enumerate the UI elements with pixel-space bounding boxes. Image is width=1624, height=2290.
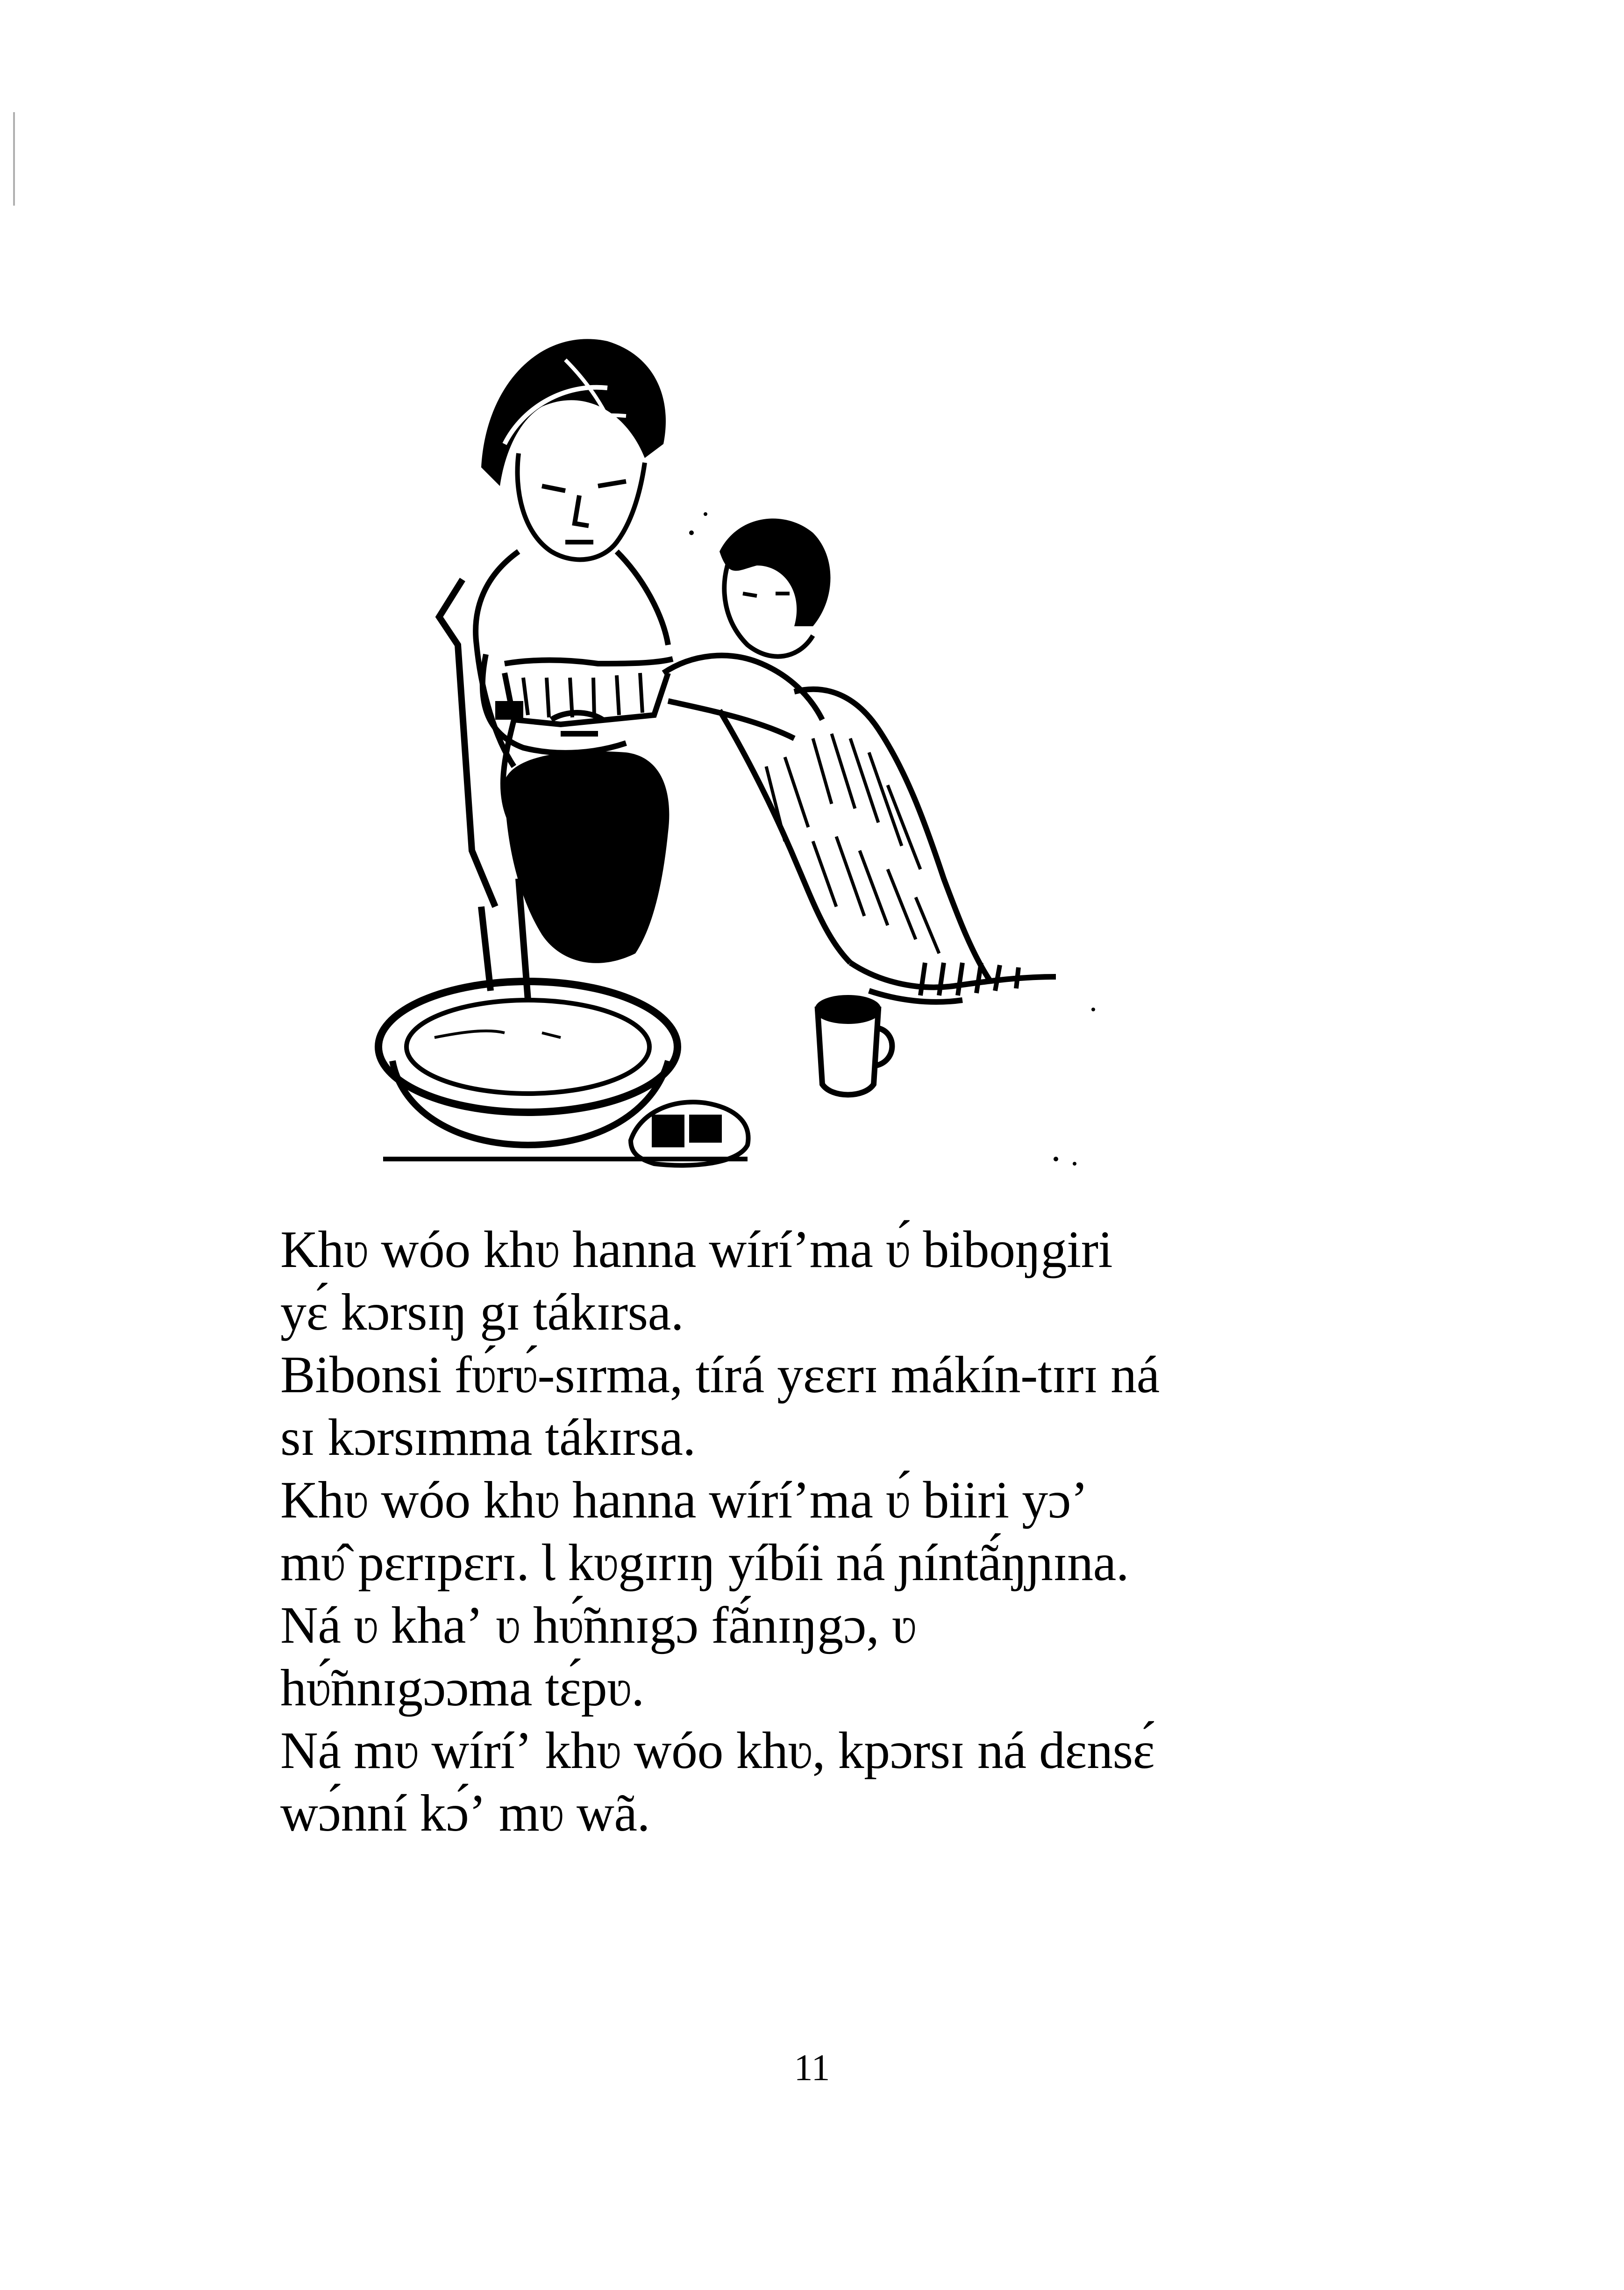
soap-dish bbox=[631, 1102, 748, 1166]
baby-wrap-stripes bbox=[766, 734, 939, 953]
wrap-knot bbox=[495, 701, 523, 720]
page-number: 11 bbox=[794, 2047, 830, 2089]
story-line: Khʋ wóo khʋ hanna wíríʼma ʋ́ biiri yɔʼ bbox=[280, 1471, 1088, 1529]
mother-skirt bbox=[505, 751, 669, 963]
illustration-mother-bathing-baby bbox=[364, 290, 1159, 1178]
scan-specks bbox=[689, 512, 1095, 1166]
story-line: sɪ kɔrsɪmma tákɪrsa. bbox=[280, 1409, 696, 1467]
baby-body bbox=[663, 656, 1056, 1002]
cup bbox=[818, 998, 892, 1095]
story-line: Ná mʋ wíríʼ khʋ wóo khʋ, kpɔrsɪ ná dɛnsɛ́ bbox=[280, 1722, 1155, 1780]
story-line: mʋ̂ pɛrɪpɛrɪ. Ɩ kʋgɪrɪŋ yíbíi ná ɲíntã́ŋɲɪna. bbox=[280, 1534, 1129, 1592]
baby-head bbox=[719, 518, 831, 656]
scan-edge-mark bbox=[13, 112, 15, 206]
story-line: hʋ̃́nnɪgɔɔma tɛ́pʋ. bbox=[280, 1659, 644, 1717]
mother-face bbox=[518, 453, 645, 559]
story-line: Ná ʋ khaʼ ʋ hʋ̃́nnɪgɔ fã́nɪŋgɔ, ʋ bbox=[280, 1596, 917, 1654]
story-line: Khʋ wóo khʋ hanna wíríʼma ʋ́ biboŋgiri bbox=[280, 1221, 1113, 1279]
story-line: Bibonsi fʋ́rʋ́-sɪrma, tírá yɛɛrɪ mákín-tɪrɪ ná bbox=[280, 1346, 1160, 1404]
wash-basin bbox=[378, 981, 677, 1145]
story-text bbox=[280, 1220, 1355, 1846]
story-line: yɛ́ kɔrsɪŋ gɪ tákɪrsa. bbox=[280, 1283, 684, 1341]
head-wrap bbox=[481, 339, 666, 486]
illustration-drawing bbox=[364, 290, 1159, 1178]
story-line: wɔ́nní kɔ́ʼ mʋ wã. bbox=[280, 1784, 650, 1842]
